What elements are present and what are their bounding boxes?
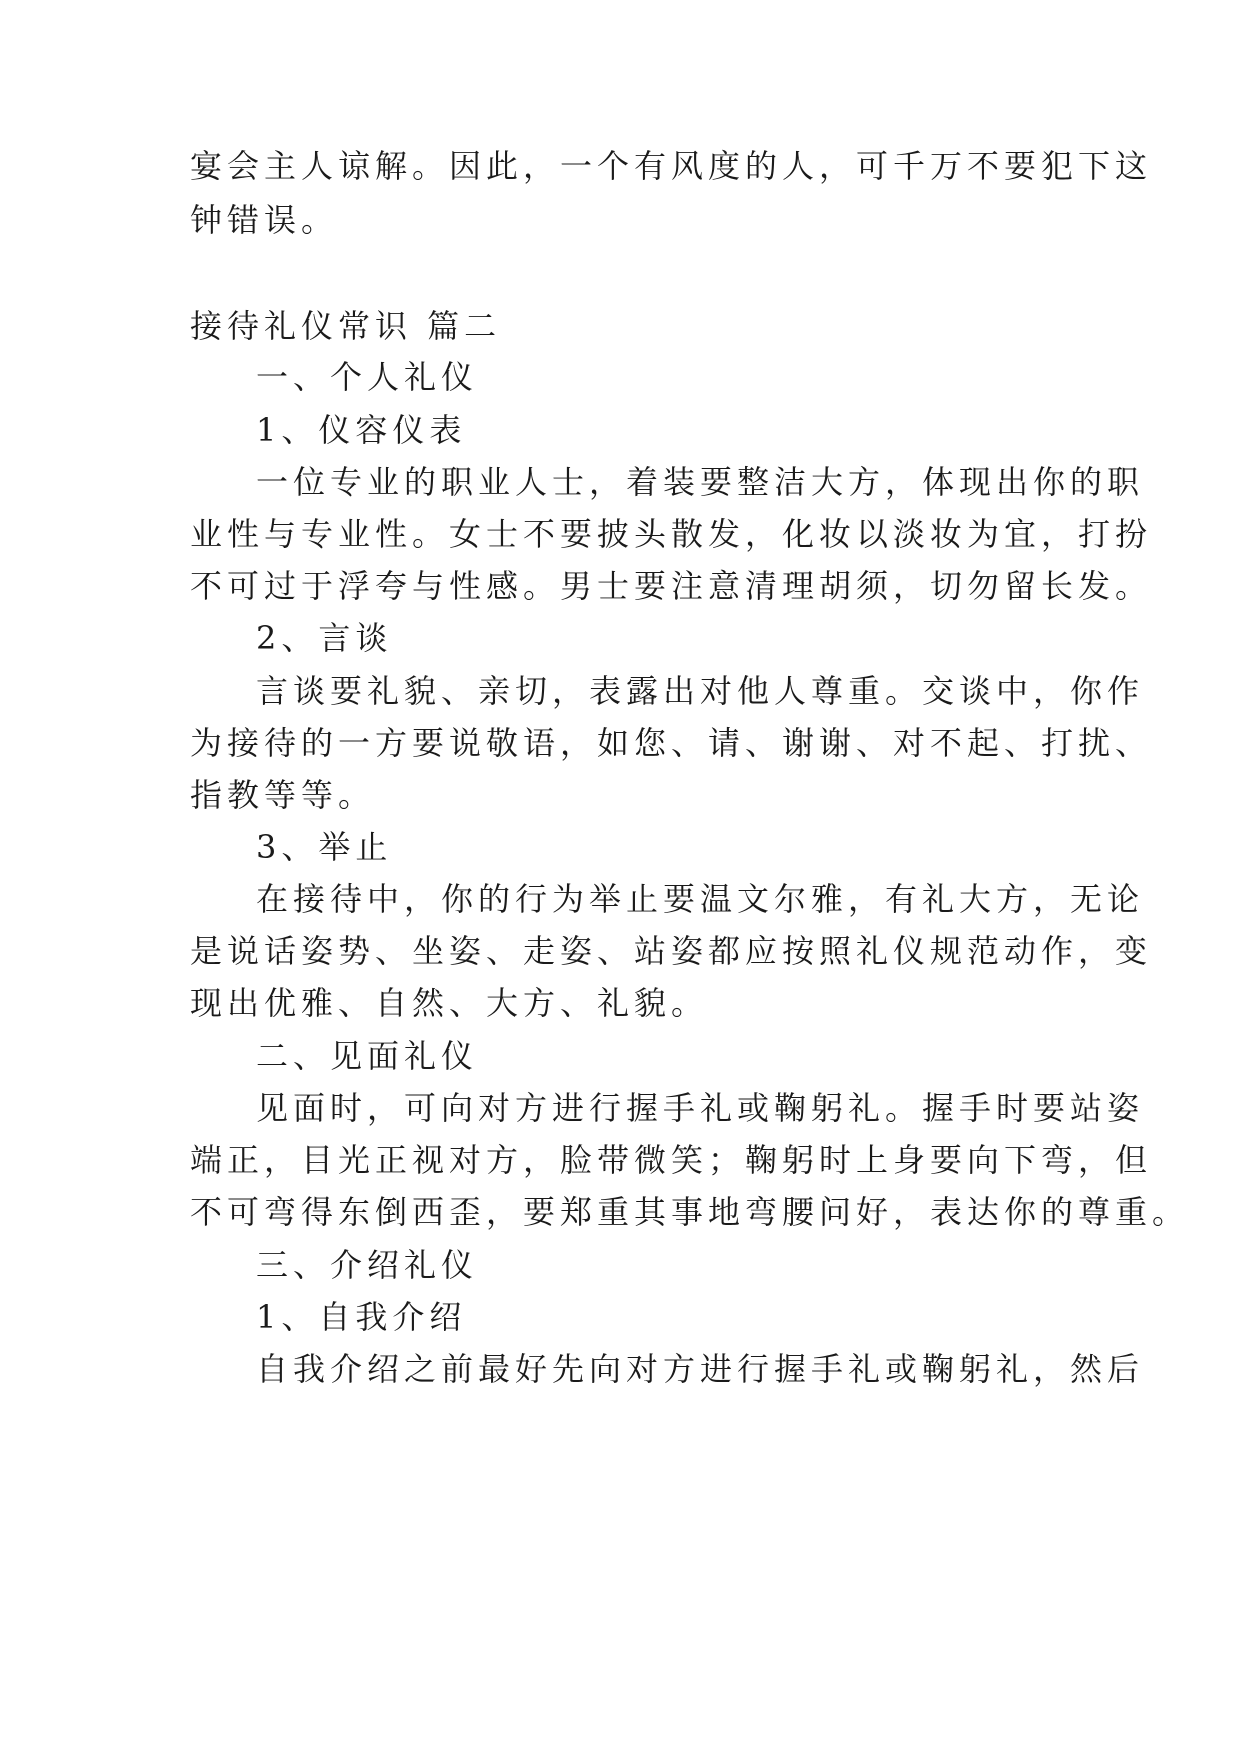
paragraph-line: 是说话姿势、坐姿、走姿、站姿都应按照礼仪规范动作，变 [190, 932, 1153, 970]
heading-personal-etiquette: 一、个人礼仪 [256, 358, 479, 396]
paragraph-line: 不可弯得东倒西歪，要郑重其事地弯腰问好，表达你的尊重。 [190, 1193, 1190, 1231]
paragraph-line: 指教等等。 [190, 776, 376, 814]
paragraph-line: 宴会主人谅解。因此，一个有风度的人，可千万不要犯下这 [190, 147, 1153, 185]
paragraph-line: 为接待的一方要说敬语，如您、请、谢谢、对不起、打扰、 [190, 724, 1153, 762]
subheading-speech: 2、言谈 [256, 619, 393, 657]
paragraph-line: 自我介绍之前最好先向对方进行握手礼或鞠躬礼，然后 [256, 1350, 1145, 1388]
paragraph-line: 言谈要礼貌、亲切，表露出对他人尊重。交谈中，你作 [256, 672, 1145, 710]
paragraph-line: 不可过于浮夸与性感。男士要注意清理胡须，切勿留长发。 [190, 567, 1153, 605]
paragraph-line: 钟错误。 [190, 201, 339, 239]
section-title: 接待礼仪常识 篇二 [190, 307, 502, 345]
subheading-self-introduction: 1、自我介绍 [256, 1298, 467, 1336]
subheading-appearance: 1、仪容仪表 [256, 411, 467, 449]
heading-meeting-etiquette: 二、见面礼仪 [256, 1037, 479, 1075]
paragraph-line: 现出优雅、自然、大方、礼貌。 [190, 984, 709, 1022]
paragraph-line: 在接待中，你的行为举止要温文尔雅，有礼大方，无论 [256, 880, 1145, 918]
paragraph-line: 业性与专业性。女士不要披头散发，化妆以淡妆为宜，打扮 [190, 515, 1153, 553]
heading-introduction-etiquette: 三、介绍礼仪 [256, 1246, 479, 1284]
paragraph-line: 见面时，可向对方进行握手礼或鞠躬礼。握手时要站姿 [256, 1089, 1145, 1127]
paragraph-line: 端正，目光正视对方，脸带微笑；鞠躬时上身要向下弯，但 [190, 1141, 1153, 1179]
paragraph-line: 一位专业的职业人士，着装要整洁大方，体现出你的职 [256, 463, 1145, 501]
subheading-manners: 3、举止 [256, 828, 393, 866]
